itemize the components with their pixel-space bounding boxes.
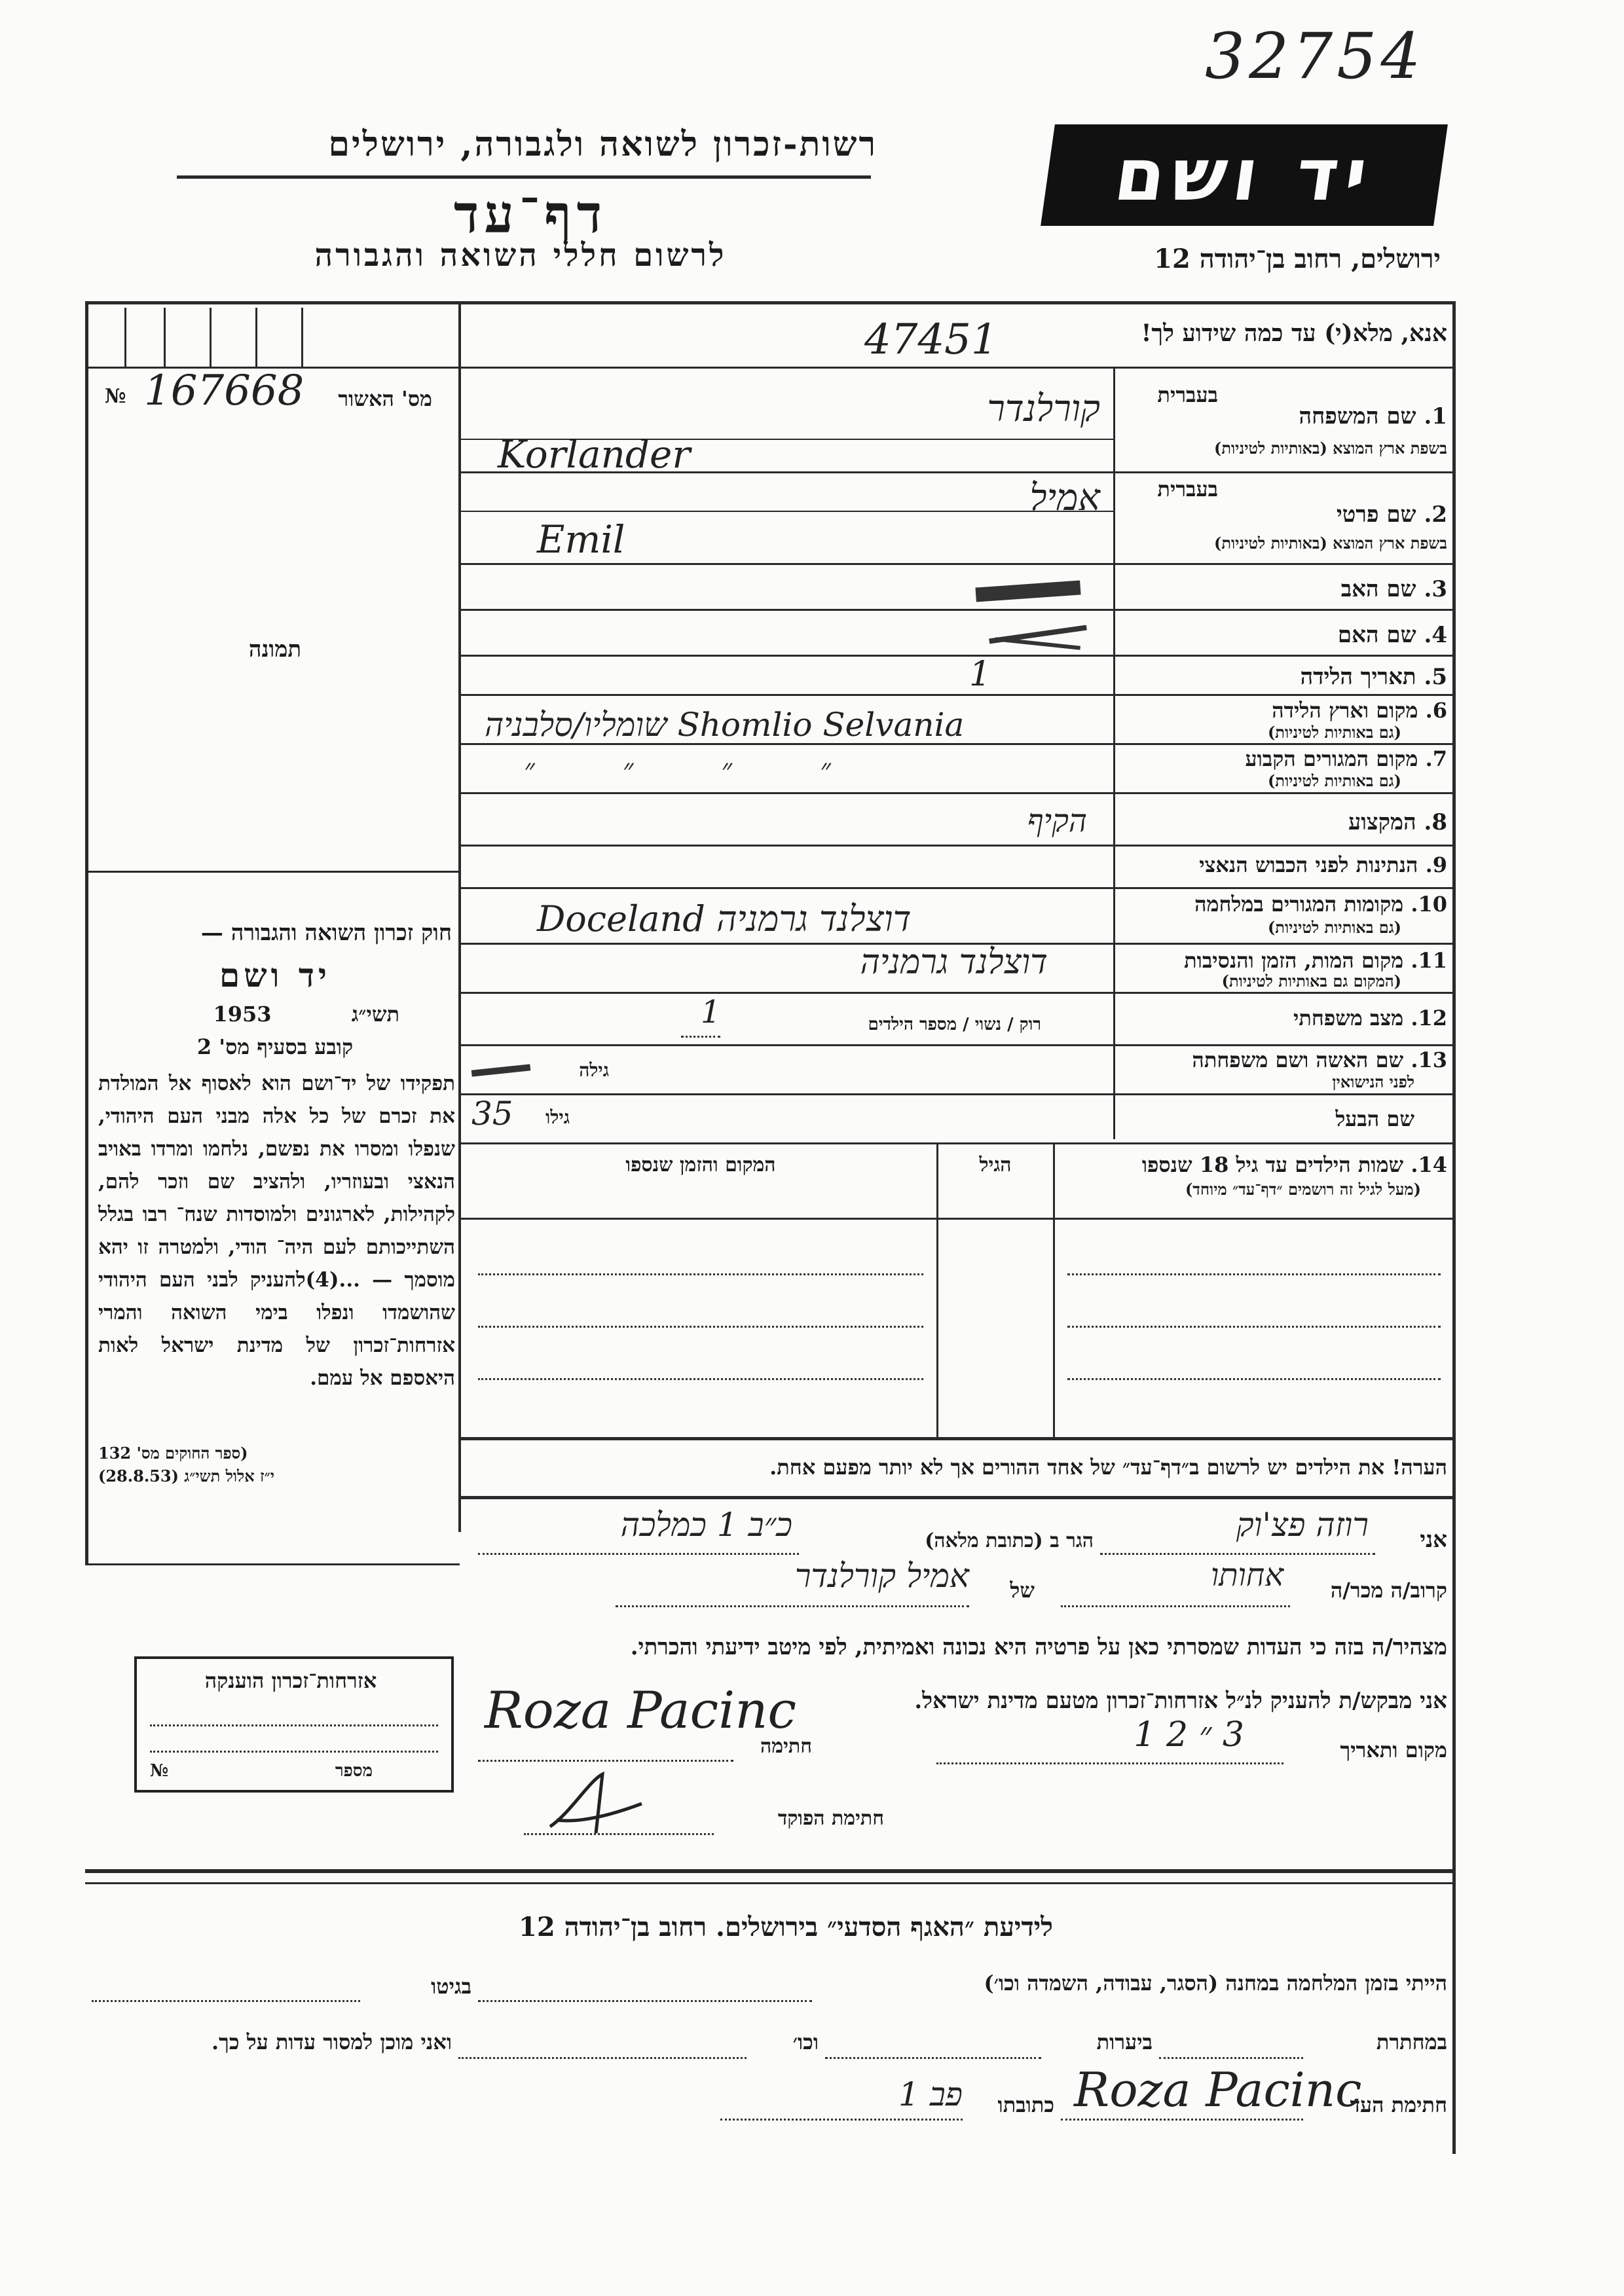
field-2-value-lat: Emil xyxy=(537,517,625,562)
field-1-value-heb: קורלנדר xyxy=(987,388,1100,430)
citizenship-title: אזרחות־זכרון הוענקה xyxy=(204,1668,377,1693)
children-label: 14. שמות הילדים עד גיל 18 שנספו xyxy=(1141,1152,1447,1177)
field-7-value: ״ ״ ״ ״ xyxy=(524,753,870,786)
permit-number: 167668 xyxy=(144,367,304,415)
law-clause: קובע בסעיף מס' 2 xyxy=(196,1034,354,1059)
law-text: תפקידו של יד־ושם הוא לאסוף אל המולדת את זכרם של כל אלה מבני העם היהודי, שנפלו ומסרו את נפשם, נלחמו ומרדו באויב הנאצי ובעוזריו, ולהציב שם וזכר להם, לקהילות, לארגונים ולמוסדות שנח־ רבו בגלל השתייכותם לעם היה־ הודי, ולמטרה זו יהא מוסמך — ...(4)להעניק לבני העם היהודי שהושמדו ונפלו בימי השואה והמרי אזרחות־זכרון של מדינת ישראל לאות היאספם אל עמם. xyxy=(98,1072,455,1390)
declarant-relation-value: אחותו xyxy=(1210,1557,1283,1594)
children-col-place: המקום והזמן שנספו xyxy=(625,1154,776,1176)
archive-number: 32754 xyxy=(1205,20,1425,93)
form-title: דף־עד xyxy=(453,183,608,245)
bottom-etc-label: וכו׳ xyxy=(792,2030,819,2054)
bottom-address-value: פב 1 xyxy=(898,2075,963,2113)
citizenship-number-label: מספר xyxy=(335,1761,373,1781)
field-10-label: 10. מקומות המגורים במלחמה xyxy=(1194,892,1447,917)
bottom-camp-label: הייתי בזמן המלחמה במחנה (הסגר, עבודה, השמדה וכו׳) xyxy=(984,1971,1447,1995)
field-1-label: 1. שם המשפחה xyxy=(1299,403,1447,429)
law-year-greg: 1953 xyxy=(213,1002,272,1027)
field-5-label: 5. תאריך הלידה xyxy=(1300,664,1447,690)
request-text: אני מבקש/ת להעניק לנ״ל אזרחות־זכרון מטעם מדינת ישראל. xyxy=(914,1688,1447,1714)
declarant-i-am: אני xyxy=(1420,1527,1447,1553)
field-8-value: הקיף xyxy=(1027,803,1087,839)
wife-age-struck xyxy=(471,1064,531,1076)
bottom-title: לידיעת ״האגף הסדעי״ בירושלים. רחוב בן־יהודה 12 xyxy=(519,1912,1053,1942)
wife-age-label: גילה xyxy=(579,1059,609,1081)
children-col-age: הגיל xyxy=(979,1154,1012,1176)
field-1-tag: בעברית xyxy=(1157,382,1218,407)
declarant-address-label: הגר ב (כתובת מלאה) xyxy=(925,1529,1094,1552)
field-7-sub: (גם באותיות לטיניות) xyxy=(1267,771,1401,790)
field-13-label: 13. שם האשה ושם משפחתה xyxy=(1192,1048,1447,1072)
logo xyxy=(1041,124,1448,226)
bottom-testify-text: ואני מוכן למסור עדות על כך. xyxy=(211,2030,452,2054)
law-source-2: י״ז אלול תשי״ג (28.8.53) xyxy=(98,1467,275,1485)
field-4-label: 4. שם האם xyxy=(1337,622,1447,648)
label-col-divider xyxy=(1113,367,1115,1139)
field-1-sub: בשפת ארץ המוצא (באותיות לטיניות) xyxy=(1214,439,1447,458)
field-6-sub: (גם באותיות לטיניות) xyxy=(1267,723,1401,742)
children-sub: (מעל לגיל זה רושמים ״דף־עד״ מיוחד) xyxy=(1185,1180,1421,1199)
husband-age-value: 35 xyxy=(471,1095,513,1133)
photo-label: תמונה xyxy=(248,636,302,663)
field-12-label: 12. מצב משפחתי xyxy=(1293,1006,1447,1030)
declarant-name: רוזה פצ'וק xyxy=(1236,1506,1369,1544)
bottom-ghetto-label: בגיטו xyxy=(431,1974,471,1999)
bottom-address-label: כתובתו xyxy=(997,2092,1054,2117)
declarant-address-value: כ״ב 1 כמלכה xyxy=(620,1506,792,1544)
field-11-sub: (המקום גם באותיות לטיניות) xyxy=(1221,972,1401,991)
clerk-label: חתימת הפוקד xyxy=(777,1807,884,1830)
field-2-tag: בעברית xyxy=(1157,477,1218,501)
form-subtitle: לרשום חללי השואה והגבורה xyxy=(314,237,727,274)
declarant-of-value: אמיל קורלנדר xyxy=(794,1557,969,1595)
permit-no-mark: № xyxy=(105,385,126,408)
field-3-struck-value xyxy=(975,580,1080,602)
clerk-signature-mark xyxy=(544,1768,648,1840)
field-6-value: שומליו/סלבניה Shomlio Selvania xyxy=(485,706,965,744)
field-1-value-lat: Korlander xyxy=(498,432,691,477)
field-8-label: 8. המקצוע xyxy=(1348,809,1447,835)
field-9-label: 9. הנתינות לפני הכבוש הנאצי xyxy=(1199,852,1447,877)
field-2-label: 2. שם פרטי xyxy=(1336,501,1447,528)
law-title: חוק זכרון השואה והגבורה — xyxy=(200,920,452,946)
bottom-forests-label: ביערות xyxy=(1096,2030,1153,2054)
logo-text: יד ושם xyxy=(1109,133,1379,217)
citizenship-no-mark: № xyxy=(150,1761,169,1781)
bottom-sign-label: חתימת העד xyxy=(1350,2092,1447,2117)
field-12-value: 1 xyxy=(701,994,721,1030)
top-note: אנא, מלא(י) עד כמה שידוע לך! xyxy=(1141,319,1447,347)
law-source-1: (ספר החוקים מס' 132 xyxy=(98,1444,248,1463)
remark: הערה! את הילדים יש לרשום ב״דף־עד״ של אחד ההורים אך לא יותר מפעם אחת. xyxy=(769,1455,1447,1480)
field-5-value: 1 xyxy=(969,655,991,694)
field-13-sub: לפני הנישואין xyxy=(1332,1072,1414,1091)
field-2-sub: בשפת ארץ המוצא (באותיות לטיניות) xyxy=(1214,534,1447,553)
field-7-label: 7. מקום המגורים הקבוע xyxy=(1245,746,1447,771)
field-12-options: רוק / נשוי / מספר הילדים xyxy=(868,1015,1041,1034)
field-10-value: Doceland דוצלנד גרמניה xyxy=(537,898,912,939)
field-2-value-heb: אמיל xyxy=(1029,477,1100,519)
bottom-signature: Roza Pacinc xyxy=(1074,2062,1362,2117)
header-address: ירושלים, רחוב בן־יהודה 12 xyxy=(1154,244,1441,274)
signature-label: חתימה xyxy=(760,1735,812,1758)
field-3-label: 3. שם האב xyxy=(1340,576,1447,602)
declaration-text: מצהיר/ה בזה כי העדות שמסרתי כאן על פרטיה היא נכונה ואמיתית, לפי מיטב ידיעתי והכרתי. xyxy=(630,1634,1447,1660)
place-date-label: מקום ותאריך xyxy=(1340,1738,1447,1762)
left-col-divider xyxy=(458,301,461,1532)
permit-label: מס' האשור xyxy=(338,386,432,411)
declarant-signature: Roza Pacinc xyxy=(485,1681,797,1740)
bottom-underground-label: במחתרת xyxy=(1376,2030,1447,2054)
citizenship-box xyxy=(134,1656,454,1793)
org-name: רשות-זכרון לשואה ולגבורה, ירושלים xyxy=(328,124,877,164)
law-year-heb: תשי״ג xyxy=(351,1002,399,1027)
top-note-value: 47451 xyxy=(864,316,998,364)
place-date-value: 3 ״ 2 1 xyxy=(1134,1715,1244,1755)
field-6-label: 6. מקום וארץ הלידה xyxy=(1272,698,1447,723)
husband-age-label: גילו xyxy=(545,1106,570,1128)
law-name: יד ושם xyxy=(219,956,331,994)
field-11-label: 11. מקום המות, הזמן והנסיבות xyxy=(1184,948,1447,973)
field-10-sub: (גם באותיות לטיניות) xyxy=(1267,918,1401,937)
field-11-value: דוצלנד גרמניה xyxy=(860,943,1048,982)
declarant-of-label: של xyxy=(1010,1578,1035,1603)
declarant-relation-label: קרוב/ה מכר/ה xyxy=(1330,1578,1447,1603)
husband-label: שם הבעל xyxy=(1335,1106,1414,1131)
